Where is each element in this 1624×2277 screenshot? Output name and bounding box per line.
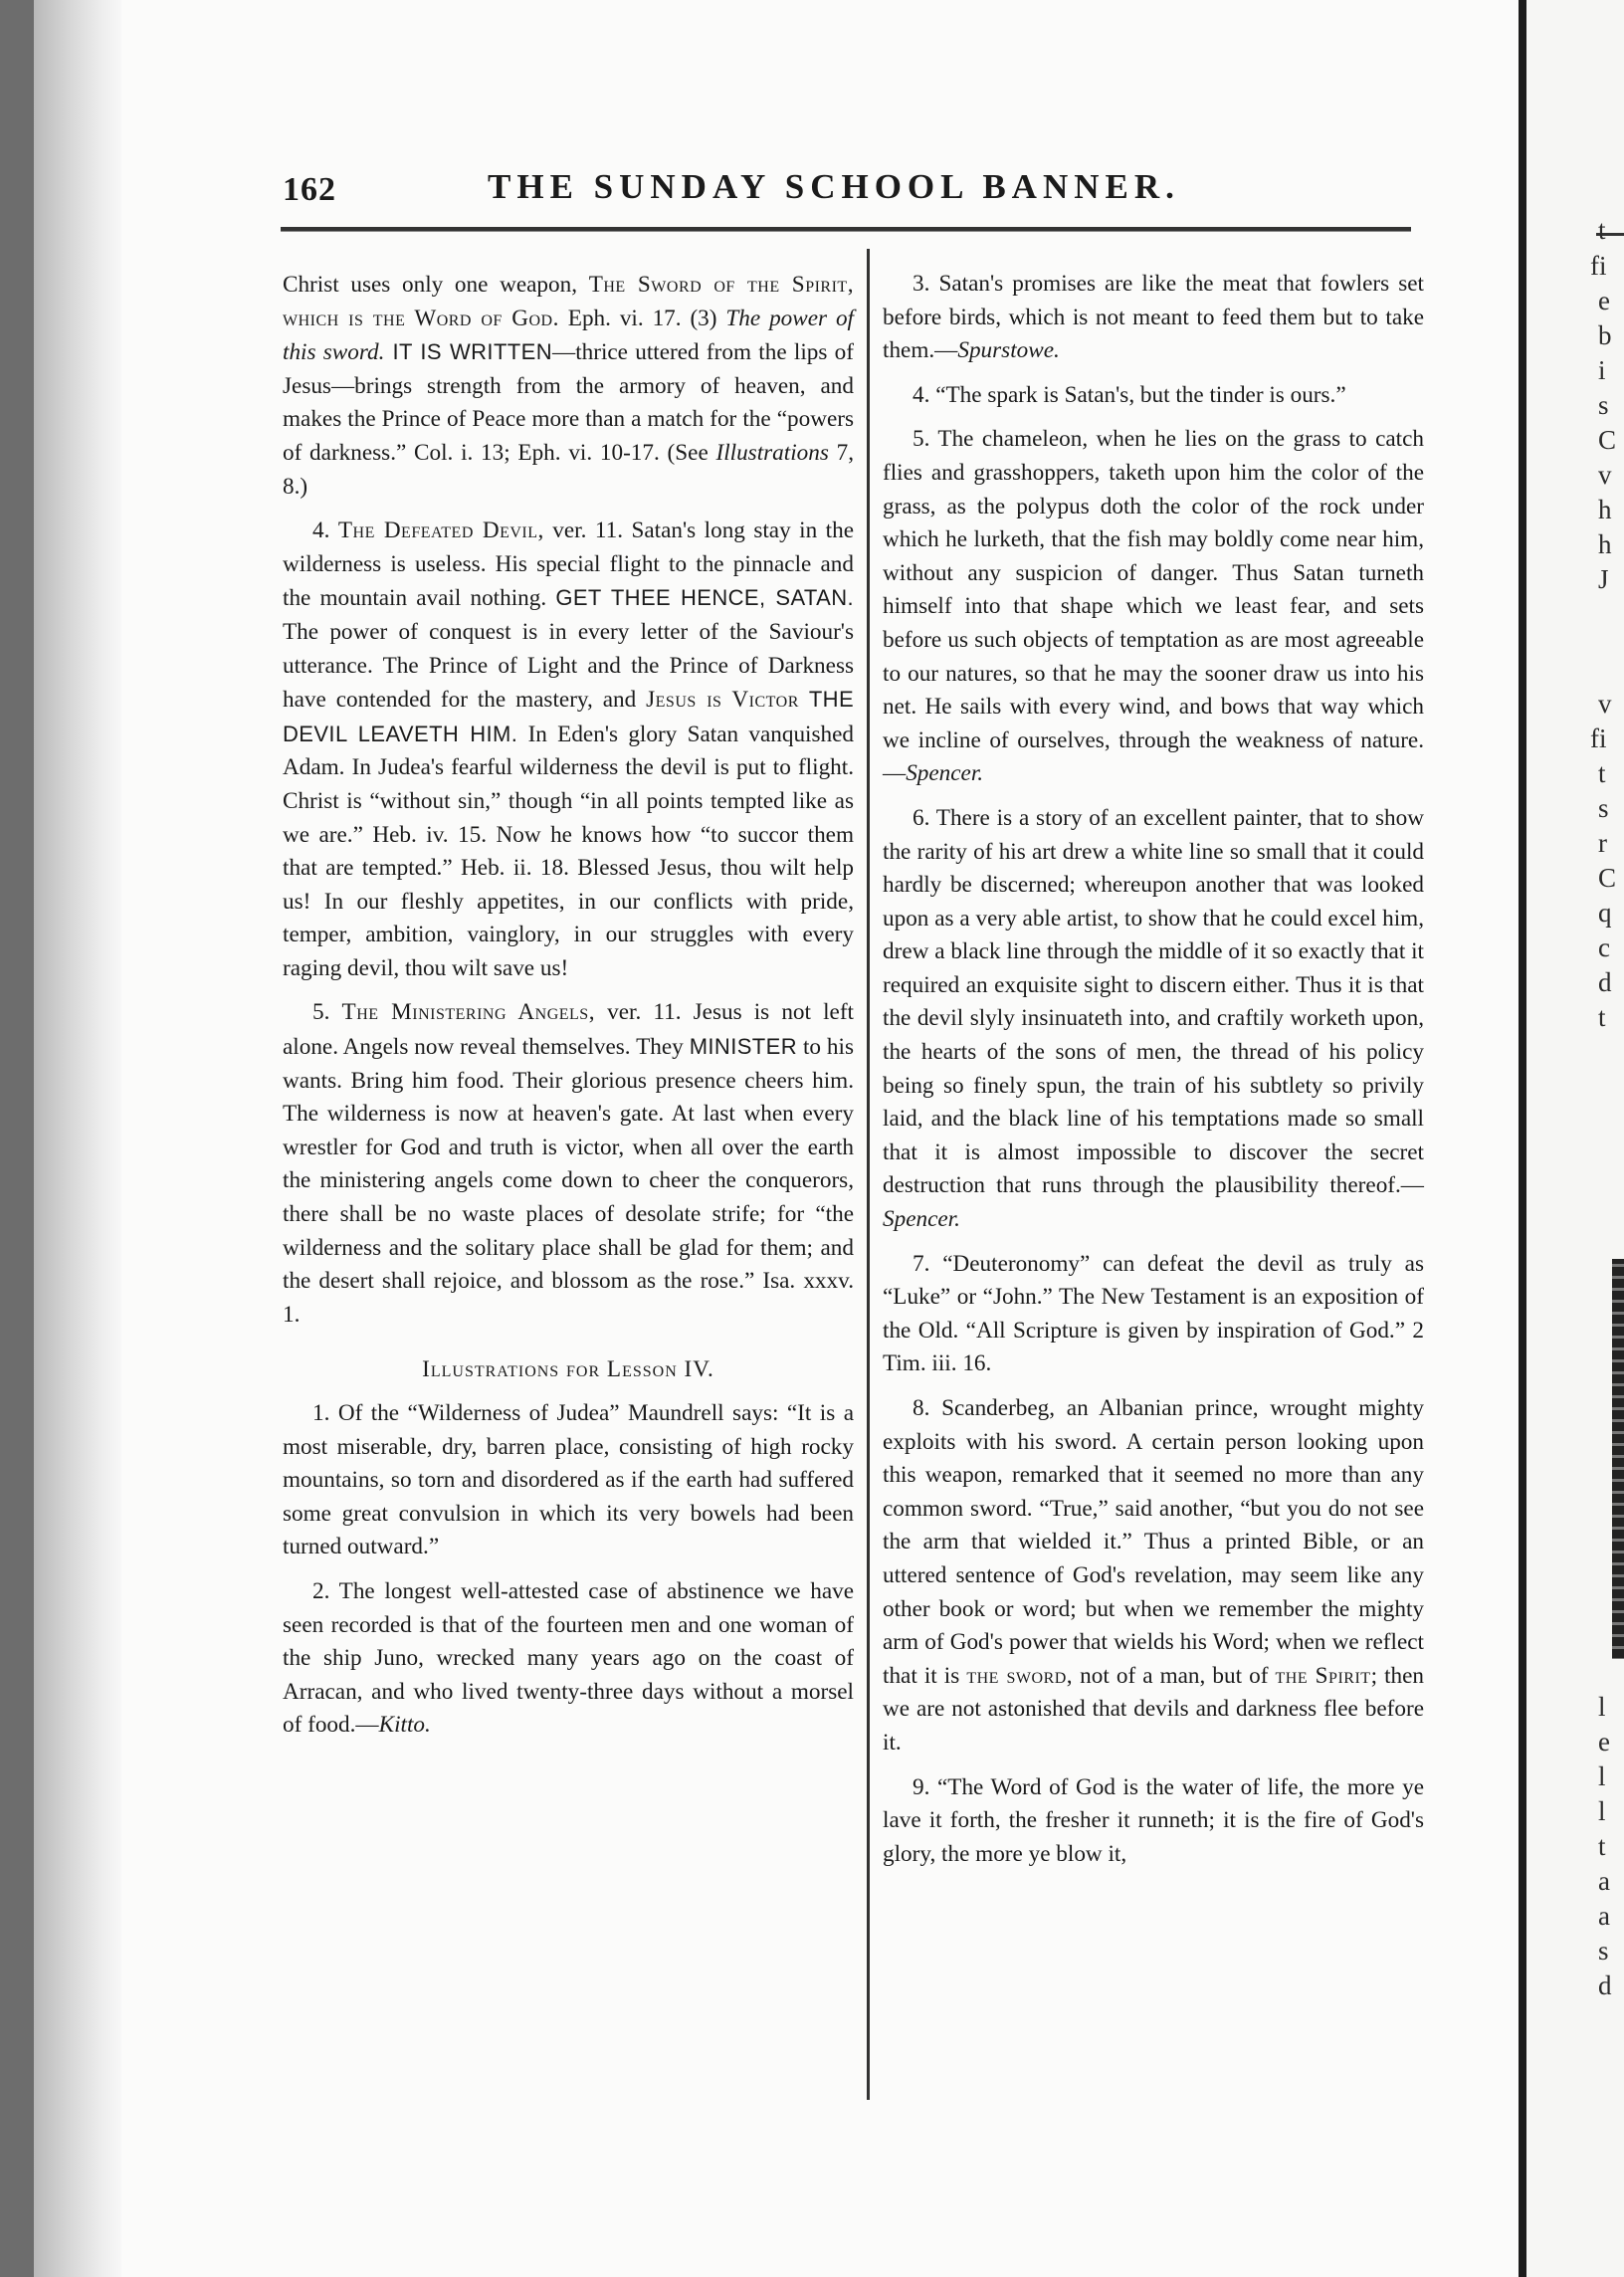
small-caps-run: The Defeated Devil,	[337, 518, 544, 544]
illustration-6	[883, 802, 1424, 1237]
facing-page-letter: e	[1598, 286, 1610, 315]
italic-run: Illustrations	[715, 439, 829, 466]
facing-page-letter: a	[1598, 1866, 1610, 1896]
text-run: ver. 11. Jesus is not left alone. Angels now reveal themselves. They	[283, 999, 854, 1061]
text-run: ; then we are not astonished that devils and darkness flee before it.	[883, 1662, 1424, 1756]
facing-page-letter: t	[1598, 215, 1606, 245]
header-rule	[281, 227, 1411, 232]
page-edge	[1519, 0, 1526, 2277]
facing-page-letter: t	[1598, 1002, 1606, 1032]
column-divider	[867, 249, 870, 2100]
facing-page-letter: C	[1598, 425, 1617, 455]
facing-page-letter: v	[1598, 689, 1612, 719]
text-run: 8. Scanderbeg, an Albanian prince, wrought mighty exploits with his sword. A certain person looking upon this weapon, remarked that it seemed no more than any common sword. “True,” said another, “but you do not see the arm that wielded it.” Thus a printed Bible, or an uttered sentence of God's revelation, may seem like any other book or word; but when we remember the mighty arm of God's power that wields his Word; when we reflect that it is	[883, 1395, 1424, 1689]
small-caps-run: the Spirit	[1275, 1662, 1371, 1689]
attribution: Spencer.	[883, 1206, 960, 1233]
facing-page-letter: l	[1598, 1692, 1606, 1722]
text-run: 5.	[312, 999, 342, 1026]
facing-page-letter: v	[1598, 460, 1612, 490]
small-caps-run: Jesus is Victor	[646, 687, 799, 714]
illustration-4: 4. “The spark is Satan's, but the tinder is ours.”	[913, 381, 1346, 408]
text-run: not of a man, but of	[1073, 1662, 1276, 1689]
facing-page-letter: r	[1598, 828, 1607, 858]
emphasis-run: GET THEE HENCE, SATAN.	[555, 585, 854, 611]
attribution: Spurstowe.	[957, 337, 1060, 364]
illustration-1: 1. Of the “Wilderness of Judea” Maundrell says: “It is a most miserable, dry, barren place, consisting of high rocky mountains, so torn and disordered as if the earth had suffered some great convulsion in which its very bowels had been turned outward.”	[283, 1400, 854, 1560]
section-heading: Illustrations for Lesson IV.	[422, 1356, 714, 1383]
illustration-2	[283, 1575, 854, 1743]
illustration-8	[883, 1392, 1424, 1760]
book-binding-shadow	[34, 0, 121, 2277]
text-run: Christ uses only one weapon,	[283, 272, 589, 298]
facing-page-ornament	[1612, 1259, 1624, 1659]
small-caps-run: The Sword of the Spirit, which is the Word of God.	[283, 272, 854, 331]
attribution: Spencer.	[906, 760, 984, 787]
paragraph-sword-of-spirit	[283, 269, 854, 504]
facing-page-letter: fi	[1590, 724, 1607, 753]
attribution: Kitto.	[378, 1712, 431, 1739]
facing-page-letter: c	[1598, 932, 1610, 962]
facing-page-letter: h	[1598, 529, 1612, 559]
facing-page-letter: s	[1598, 1936, 1609, 1966]
paragraph-ministering-angels	[283, 996, 854, 1332]
running-title: THE SUNDAY SCHOOL BANNER.	[488, 167, 1180, 206]
facing-page-letter: b	[1598, 320, 1612, 350]
text-run: Eph. vi. 17. (3)	[558, 305, 726, 331]
small-caps-run: the sword,	[966, 1662, 1074, 1689]
facing-page-letter: a	[1598, 1901, 1610, 1931]
text-run: 6. There is a story of an excellent painter, that to show the rarity of his art drew a white line so small that it could hardly be discerned; whereupon another that was looked upon as a very able artist, to show that he could excel him, drew a black line through the middle of it so exactly that it required an exquisite sight to discern either. Thus it is that the devil slyly insinuateth into, and craftily worketh upon, the hearts of the sons of men, the thread of his policy being so finely spun, the train of his subtlety so privily laid, and the black line of his temptations made so small that it is almost impossible to discover the secret destruction that runs through the plausibility thereof.—	[883, 804, 1424, 1199]
facing-page-letter: h	[1598, 495, 1612, 524]
page-number: 162	[283, 171, 336, 208]
illustration-7: 7. “Deuteronomy” can defeat the devil as truly as “Luke” or “John.” The New Testament is an exposition of the Old. “All Scripture is given by inspiration of God.” 2 Tim. iii. 16.	[883, 1250, 1424, 1377]
facing-page-letter: d	[1598, 967, 1612, 997]
paragraph-defeated-devil	[283, 515, 854, 985]
illustration-9: 9. “The Word of God is the water of life, the more ye lave it forth, the fresher it runneth; it is the fire of God's glory, the more ye blow it,	[883, 1773, 1424, 1867]
facing-page-letter: d	[1598, 1970, 1612, 2000]
emphasis-run: IT IS WRITTEN	[384, 339, 552, 365]
facing-page-letter: q	[1598, 898, 1612, 928]
facing-page-letter: l	[1598, 1761, 1606, 1791]
facing-page-letter: C	[1598, 863, 1617, 893]
text-run: ver. 11. Satan's long stay in the wilderness is useless. His special flight to the pinnacle and the mountain avail nothing.	[283, 518, 854, 612]
emphasis-run: MINISTER	[689, 1034, 797, 1060]
text-run: 7, 8.)	[283, 439, 855, 500]
facing-page-letter: s	[1598, 390, 1609, 420]
text-run	[799, 687, 809, 713]
facing-page-letter: e	[1598, 1727, 1610, 1757]
text-run: —thrice uttered from the lips of Jesus—brings strength from the armory of heaven, and makes the Prince of Peace more than a match for the “powers of darkness.” Col. i. 13; Eph. vi. 10-17. (See	[283, 339, 854, 466]
illustration-3	[883, 268, 1424, 368]
text-run: In Eden's glory Satan vanquished Adam. In Judea's fearful wilderness the devil is put to flight. Christ is “without sin,” though “in all points tempted like as we are.” Heb. iv. 15. Now he knows how “to succor them that are tempted.” Heb. ii. 18. Blessed Jesus, thou wilt help us! In our fleshly appetites, in our conflicts with pride, temper, ambition, vainglory, in our struggles with every raging devil, thou wilt save us!	[283, 721, 854, 981]
facing-page-letter: l	[1598, 1796, 1606, 1826]
text-run: 4.	[312, 518, 338, 544]
facing-page-letter: t	[1598, 1831, 1606, 1861]
scan-left-margin	[0, 0, 34, 2277]
facing-page-letter: s	[1598, 793, 1609, 823]
facing-page-letter: t	[1598, 758, 1606, 788]
text-run: to his wants. Bring him food. Their glorious presence cheers him. The wilderness is now at heaven's gate. At last when every wrestler for God and truth is victor, when all over the earth the ministering angels come down to cheer the conquerors, there shall be no waste places of desolate strife; for “the wilderness and the solitary place shall be glad for them; and the desert shall rejoice, and blossom as the rose.” Isa. xxxv. 1.	[283, 1034, 854, 1328]
text-run: 3. Satan's promises are like the meat that fowlers set before birds, which is not meant to feed them but to take them.—	[883, 271, 1424, 364]
facing-page-strip	[1526, 0, 1624, 2277]
small-caps-run: The Ministering Angels,	[341, 999, 595, 1026]
italic-run: The power of this sword.	[283, 305, 854, 366]
text-run: 5. The chameleon, when he lies on the grass to catch flies and grasshoppers, taketh upon him the color of the grass, as the polypus doth the color of the rock under which he lurketh, that the fish may boldly come near him, without any suspicion of danger. Thus Satan turneth himself into that shape which we least fear, and sets before us such objects of temptation as are most agreeable to our natures, so that he may the sooner draw us into his net. He sails with every wind, and bows that way which we incline of ourselves, through the weakness of nature.—	[883, 426, 1424, 787]
illustration-5	[883, 423, 1424, 791]
emphasis-run: THE DEVIL LEAVETH HIM.	[283, 687, 855, 746]
text-run: The power of conquest is in every letter of the Saviour's utterance. The Prince of Light and the Prince of Darkness have contended for the mastery, and	[283, 618, 854, 714]
text-run: 2. The longest well-attested case of abstinence we have seen recorded is that of the fourteen men and one woman of the ship Juno, wrecked many years ago on the coast of Arracan, and who lived twenty-three days without a morsel of food.—	[283, 1577, 854, 1739]
right-column	[883, 268, 1424, 1882]
facing-page-letter: J	[1598, 564, 1609, 594]
facing-page-letter: i	[1598, 355, 1606, 385]
left-column	[283, 269, 854, 1754]
facing-page-letter: fi	[1590, 251, 1607, 281]
